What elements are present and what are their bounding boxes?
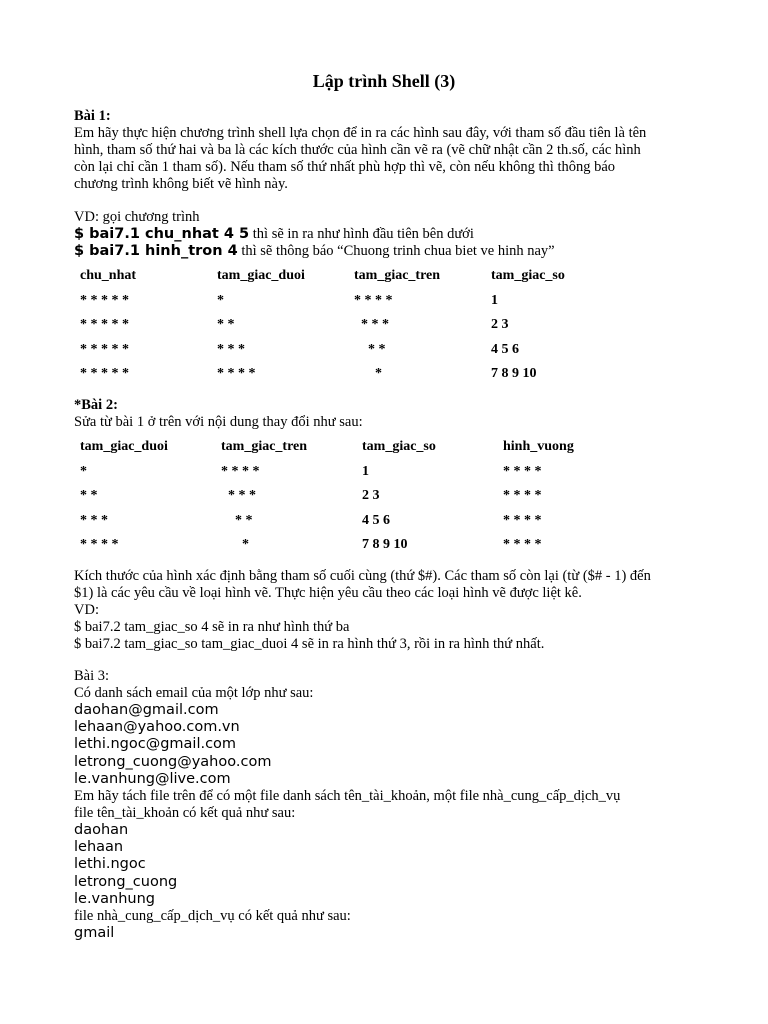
example-command: $ bai7.1 chu_nhat 4 5 bbox=[74, 226, 250, 242]
table-cell: * * bbox=[221, 512, 253, 528]
column-header: tam_giac_tren bbox=[354, 268, 441, 283]
list-item: daohan@gmail.com bbox=[74, 702, 219, 718]
table-cell: * * bbox=[354, 341, 386, 357]
exercise-1 bbox=[74, 108, 714, 193]
table-header-row bbox=[74, 267, 628, 292]
exercise-1-description-line: Em hãy thực hiện chương trình shell lựa chọn để in ra các hình sau đây, với tham số đầu tiên là tên bbox=[74, 125, 647, 141]
list-item: lehaan@yahoo.com.vn bbox=[74, 719, 240, 736]
note-line: $ bai7.2 tam_giac_so tam_giac_duoi 4 sẽ in ra hình thứ 3, rồi in ra hình thứ nhất. bbox=[74, 636, 545, 652]
exercise-1-shapes-table bbox=[74, 267, 714, 390]
table-cell: * * bbox=[217, 317, 235, 332]
list-item: letrong_cuong@yahoo.com bbox=[74, 753, 272, 770]
table-cell: * * * * bbox=[221, 463, 260, 479]
table-row bbox=[74, 463, 644, 488]
column-header: tam_giac_so bbox=[362, 439, 436, 454]
page-title: Lập trình Shell (3) bbox=[312, 71, 456, 91]
exercise-3-intro: Có danh sách email của một lớp như sau: bbox=[74, 685, 314, 701]
exercise-3-heading: Bài 3: bbox=[74, 668, 110, 684]
note-line: VD: bbox=[74, 602, 99, 618]
column-header: tam_giac_tren bbox=[221, 439, 308, 454]
email-list bbox=[74, 702, 714, 788]
table-cell: * * * bbox=[354, 317, 389, 332]
exercise-1-heading: Bài 1: bbox=[74, 108, 111, 124]
exercise-1-description-line: hình, tham số thứ hai và ba là các kích thước của hình cần vẽ ra (vẽ chữ nhật cần 2 th.số, các hình bbox=[74, 142, 641, 158]
example-text: thì sẽ thông báo “Chuong trinh chua biet ve hinh nay” bbox=[237, 243, 555, 259]
list-item: gmail bbox=[74, 925, 115, 942]
table-cell: * bbox=[80, 463, 87, 479]
table-cell: * * * * bbox=[503, 512, 542, 528]
exercise-1-example bbox=[74, 209, 714, 260]
table-cell: * * * * bbox=[503, 537, 542, 552]
accounts-label: file tên_tài_khoản có kết quả như sau: bbox=[74, 805, 296, 822]
column-header: hinh_vuong bbox=[503, 439, 574, 454]
account-list bbox=[74, 822, 714, 908]
example-line bbox=[74, 226, 714, 243]
table-cell: * * * * * bbox=[80, 366, 129, 381]
table-cell: * * * * * bbox=[80, 341, 129, 357]
list-item: letrong_cuong bbox=[74, 873, 178, 890]
list-item: le.vanhung bbox=[74, 890, 155, 907]
list-item: daohan bbox=[74, 822, 129, 839]
table-cell: 2 3 bbox=[362, 488, 380, 503]
table-cell: 2 3 bbox=[491, 317, 509, 332]
table-header-row bbox=[74, 438, 644, 463]
exercise-3 bbox=[74, 668, 714, 942]
exercise-2-notes bbox=[74, 568, 714, 653]
table-cell: * * * * bbox=[503, 463, 542, 479]
table-cell: * * * * bbox=[354, 292, 393, 308]
exercise-2 bbox=[74, 397, 714, 431]
table-row bbox=[74, 512, 644, 537]
note-line: Kích thước của hình xác định bằng tham số cuối cùng (thứ $#). Các tham số còn lại (từ ($# - 1) đến bbox=[74, 568, 651, 584]
example-command: $ bai7.1 hinh_tron 4 bbox=[74, 243, 238, 259]
table-cell: * * * * bbox=[80, 537, 119, 552]
table-row bbox=[74, 365, 628, 390]
table-cell: * bbox=[221, 537, 249, 552]
table-cell: 4 5 6 bbox=[491, 341, 519, 357]
list-item: lethi.ngoc@gmail.com bbox=[74, 736, 237, 753]
table-cell: 7 8 9 10 bbox=[491, 366, 537, 381]
table-cell: * * * bbox=[221, 488, 256, 503]
exercise-2-heading: *Bài 2: bbox=[74, 397, 118, 413]
column-header: chu_nhat bbox=[80, 268, 137, 283]
column-header: tam_giac_duoi bbox=[217, 268, 305, 283]
table-cell: * bbox=[354, 366, 382, 381]
note-line: $1) là các yêu cầu về loại hình vẽ. Thực hiện yêu cầu theo các loại hình vẽ được liệt kê. bbox=[74, 585, 582, 601]
example-line bbox=[74, 243, 714, 260]
table-cell: 4 5 6 bbox=[362, 512, 390, 528]
table-row bbox=[74, 292, 628, 317]
table-cell: * bbox=[217, 292, 224, 308]
table-cell: * * * bbox=[80, 512, 108, 528]
table-cell: * * * bbox=[217, 341, 245, 357]
example-label: VD: gọi chương trình bbox=[74, 209, 200, 225]
exercise-2-description: Sửa từ bài 1 ở trên với nội dung thay đổi như sau: bbox=[74, 414, 363, 430]
list-item: le.vanhung@live.com bbox=[74, 770, 231, 787]
table-row bbox=[74, 341, 628, 366]
table-row bbox=[74, 536, 644, 561]
table-cell: * * bbox=[80, 488, 98, 503]
provider-list bbox=[74, 925, 714, 942]
exercise-2-shapes-table bbox=[74, 438, 714, 561]
exercise-1-description-line: chương trình không biết vẽ hình này. bbox=[74, 176, 288, 192]
column-header: tam_giac_duoi bbox=[80, 439, 168, 454]
table-cell: 1 bbox=[491, 292, 498, 308]
list-item: lethi.ngoc bbox=[74, 856, 146, 873]
table-cell: 7 8 9 10 bbox=[362, 537, 408, 552]
list-item: lehaan bbox=[74, 839, 124, 856]
table-cell: * * * * bbox=[503, 488, 542, 503]
providers-label: file nhà_cung_cấp_dịch_vụ có kết quả như sau: bbox=[74, 908, 351, 925]
note-line: $ bai7.2 tam_giac_so 4 sẽ in ra như hình thứ ba bbox=[74, 619, 350, 635]
table-row bbox=[74, 316, 628, 341]
table-cell: * * * * * bbox=[80, 292, 129, 308]
exercise-1-description-line: còn lại chỉ cần 1 tham số). Nếu tham số thứ nhất phù hợp thì vẽ, còn nếu không thì thông báo bbox=[74, 159, 616, 175]
table-row bbox=[74, 487, 644, 512]
column-header: tam_giac_so bbox=[491, 268, 565, 283]
example-text: thì sẽ in ra như hình đầu tiên bên dưới bbox=[249, 226, 474, 242]
table-cell: * * * * bbox=[217, 366, 256, 381]
table-cell: * * * * * bbox=[80, 317, 129, 332]
table-cell: 1 bbox=[362, 463, 369, 479]
exercise-3-task: Em hãy tách file trên để có một file danh sách tên_tài_khoản, một file nhà_cung_cấp_dịch_vụ bbox=[74, 788, 621, 805]
